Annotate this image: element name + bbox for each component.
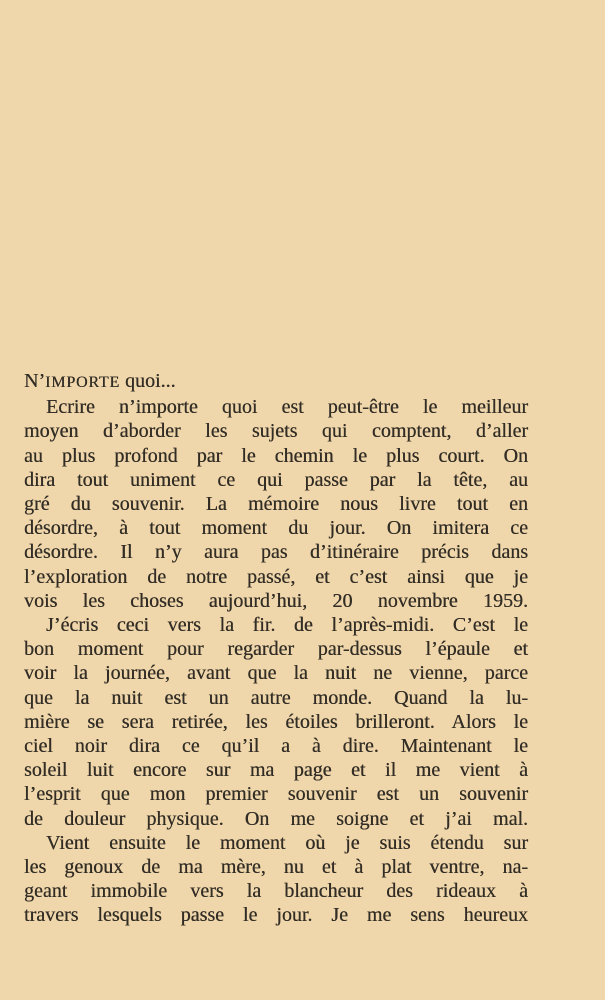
heading-rest: quoi... — [119, 370, 176, 392]
text-line: gré du souvenir. La mémoire nous livre tout en — [24, 493, 528, 516]
text-line: les genoux de ma mère, nu et à plat ventre, na- — [24, 856, 528, 879]
text-line: moyen d’aborder les sujets qui comptent, d’aller — [24, 420, 528, 443]
text-line: de douleur physique. On me soigne et j’ai mal. — [24, 807, 528, 830]
text-line: mière se sera retirée, les étoiles brilleront. Alors le — [24, 710, 528, 733]
text-line: au plus profond par le chemin le plus court. On — [24, 444, 528, 467]
heading-prefix: N’ — [24, 370, 46, 392]
text-line: voir la journée, avant que la nuit ne vienne, parce — [24, 662, 528, 685]
text-line: Vient ensuite le moment où je suis étendu sur — [46, 831, 528, 854]
text-line: désordre. Il n’y aura pas d’itinéraire précis dans — [24, 541, 528, 564]
text-line: vois les choses aujourd’hui, 20 novembre 1959. — [24, 589, 528, 612]
text-line: l’esprit que mon premier souvenir est un souvenir — [24, 783, 528, 806]
text-line: l’exploration de notre passé, et c’est ainsi que je — [24, 565, 528, 588]
text-line: ciel noir dira ce qu’il a à dire. Maintenant le — [24, 735, 528, 758]
section-heading — [24, 369, 528, 395]
text-line: soleil luit encore sur ma page et il me vient à — [24, 759, 528, 782]
text-lines — [24, 395, 528, 927]
heading-smallcaps: IMPORTE — [45, 374, 120, 391]
text-line: désordre, à tout moment du jour. On imitera ce — [24, 517, 528, 540]
text-line: Ecrire n’importe quoi est peut-être le meilleur — [46, 396, 528, 419]
text-line: travers lesquels passe le jour. Je me sens heureux — [24, 904, 528, 927]
page-text — [24, 369, 528, 928]
text-line: geant immobile vers la blancheur des rideaux à — [24, 880, 528, 903]
text-line: que la nuit est un autre monde. Quand la lu- — [24, 686, 528, 709]
text-line: dira tout uniment ce qui passe par la tête, au — [24, 468, 528, 491]
text-line: J’écris ceci vers la fir. de l’après-midi. C’est le — [46, 614, 528, 637]
text-line: bon moment pour regarder par-dessus l’épaule et — [24, 638, 528, 661]
